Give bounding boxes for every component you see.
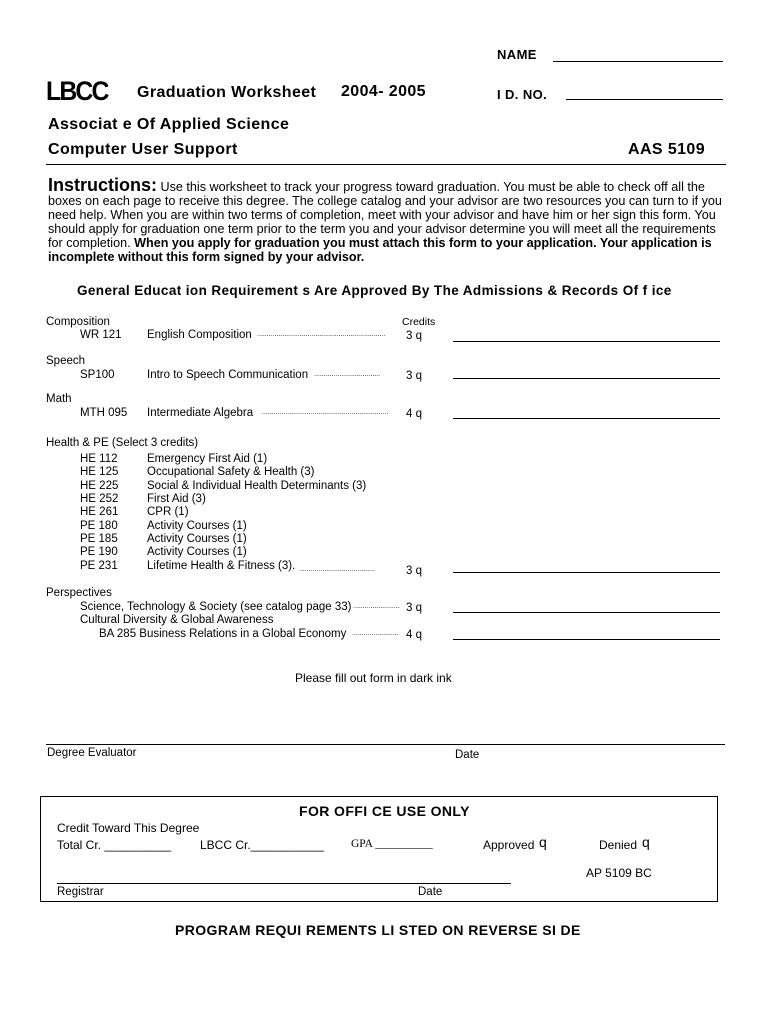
instructions-text: Use this worksheet to track your progress toward graduation. You must be able to check off all the boxes on each page to receive this degree. The college catalog and your advisor are two resources you can turn to if you need help. When you are within two terms of completion, meet with your advisor and have him or her sign this form. You should apply for graduation one term prior to the term you and your advisor determine you will meet all the requirements for completion. [48,180,722,250]
ba-course: BA 285 Business Relations in a Global Economy [99,628,347,640]
health-course: Social & Individual Health Determinants (3) [147,480,367,492]
health-label: Health & PE (Select 3 credits) [46,437,199,449]
speech-leader: .................................. [314,371,381,378]
health-credits: 3 q [406,565,422,577]
math-credits: 4 q [406,408,422,420]
health-signoff[interactable] [453,572,720,573]
instructions-bold-text: When you apply for graduation you must attach this form to your application. Your application is incomplete without this form signed by your advisor. [48,236,712,264]
math-leader: ................................................................. [262,409,389,416]
composition-credits: 3 q [406,330,422,342]
speech-signoff[interactable] [453,378,720,379]
worksheet-title: Graduation Worksheet [137,84,317,101]
health-course: First Aid (3) [147,493,206,505]
degree-title: Associat e Of Applied Science [48,116,290,133]
health-course: CPR (1) [147,506,189,518]
evaluator-signature-line[interactable] [46,744,725,745]
lbcc-logo: LBCC [46,76,108,106]
health-code: HE 225 [80,480,119,492]
total-cr-field[interactable]: Total Cr. __________ [57,838,172,852]
health-code: PE 185 [80,533,118,545]
health-leader: ....................................... [299,566,375,573]
denied-checkbox[interactable]: q [642,834,650,850]
registrar-label: Registrar [57,886,104,898]
program-code: AAS 5109 [628,141,706,158]
health-course: Occupational Safety & Health (3) [147,466,315,478]
composition-signoff[interactable] [453,341,720,342]
health-code: HE 252 [80,493,119,505]
name-label: NAME [497,47,537,62]
reverse-side-note: PROGRAM REQUI REMENTS LI STED ON REVERSE SI DE [175,922,581,938]
gpa-field[interactable]: GPA __________ [351,838,433,850]
composition-leader: .................................................................. [257,331,386,338]
office-code: AP 5109 BC [586,866,652,880]
speech-label: Speech [46,355,86,367]
registrar-signature-line[interactable] [57,883,511,884]
ba-leader: ........................ [352,630,399,637]
approved-checkbox[interactable]: q [539,834,547,850]
health-course: Activity Courses (1) [147,546,247,558]
speech-credits: 3 q [406,370,422,382]
math-code: MTH 095 [80,407,128,419]
sts-credits: 3 q [406,602,422,614]
health-course: Emergency First Aid (1) [147,453,268,465]
perspectives-label: Perspectives [46,587,112,599]
ba-signoff[interactable] [453,639,720,640]
math-course: Intermediate Algebra [147,407,254,419]
health-code: HE 112 [80,453,118,465]
dark-ink-note: Please fill out form in dark ink [295,671,452,685]
health-code: PE 231 [80,560,118,572]
denied-label: Denied [599,838,638,852]
cultural-label: Cultural Diversity & Global Awareness [80,614,274,626]
credits-header: Credits [402,316,436,328]
health-course: Lifetime Health & Fitness (3). [147,560,296,572]
evaluator-date-label: Date [455,749,480,761]
health-code: HE 125 [80,466,119,478]
health-code: PE 180 [80,520,118,532]
composition-course: English Composition [147,329,252,341]
instructions [48,175,728,264]
health-course: Activity Courses (1) [147,520,247,532]
approved-label: Approved [483,838,535,852]
id-field[interactable] [566,99,723,100]
header-divider [46,164,726,165]
ba-credits: 4 q [406,629,422,641]
health-code: HE 261 [80,506,119,518]
math-signoff[interactable] [453,418,720,419]
speech-course: Intro to Speech Communication [147,369,309,381]
name-field[interactable] [553,61,723,62]
id-label: I D. NO. [497,87,548,102]
sts-course: Science, Technology & Society (see catalog page 33) [80,601,352,613]
health-code: PE 190 [80,546,118,558]
lbcc-cr-field[interactable]: LBCC Cr.___________ [200,838,325,852]
registrar-date-label: Date [418,886,443,898]
composition-code: WR 121 [80,329,122,341]
sts-signoff[interactable] [453,612,720,613]
composition-label: Composition [46,316,110,328]
credit-toward-label: Credit Toward This Degree [57,821,200,835]
speech-code: SP100 [80,369,115,381]
sts-leader: ........................ [353,603,400,610]
instructions-heading: Instructions: [48,175,158,195]
gen-ed-heading: General Educat ion Requirement s Are Approved By The Admissions & Records Of f ice [77,283,672,298]
worksheet-year: 2004- 2005 [341,83,426,100]
program-title: Computer User Support [48,141,238,158]
math-label: Math [46,393,72,405]
health-course: Activity Courses (1) [147,533,247,545]
evaluator-label: Degree Evaluator [47,747,137,759]
office-heading: FOR OFFI CE USE ONLY [299,803,470,819]
